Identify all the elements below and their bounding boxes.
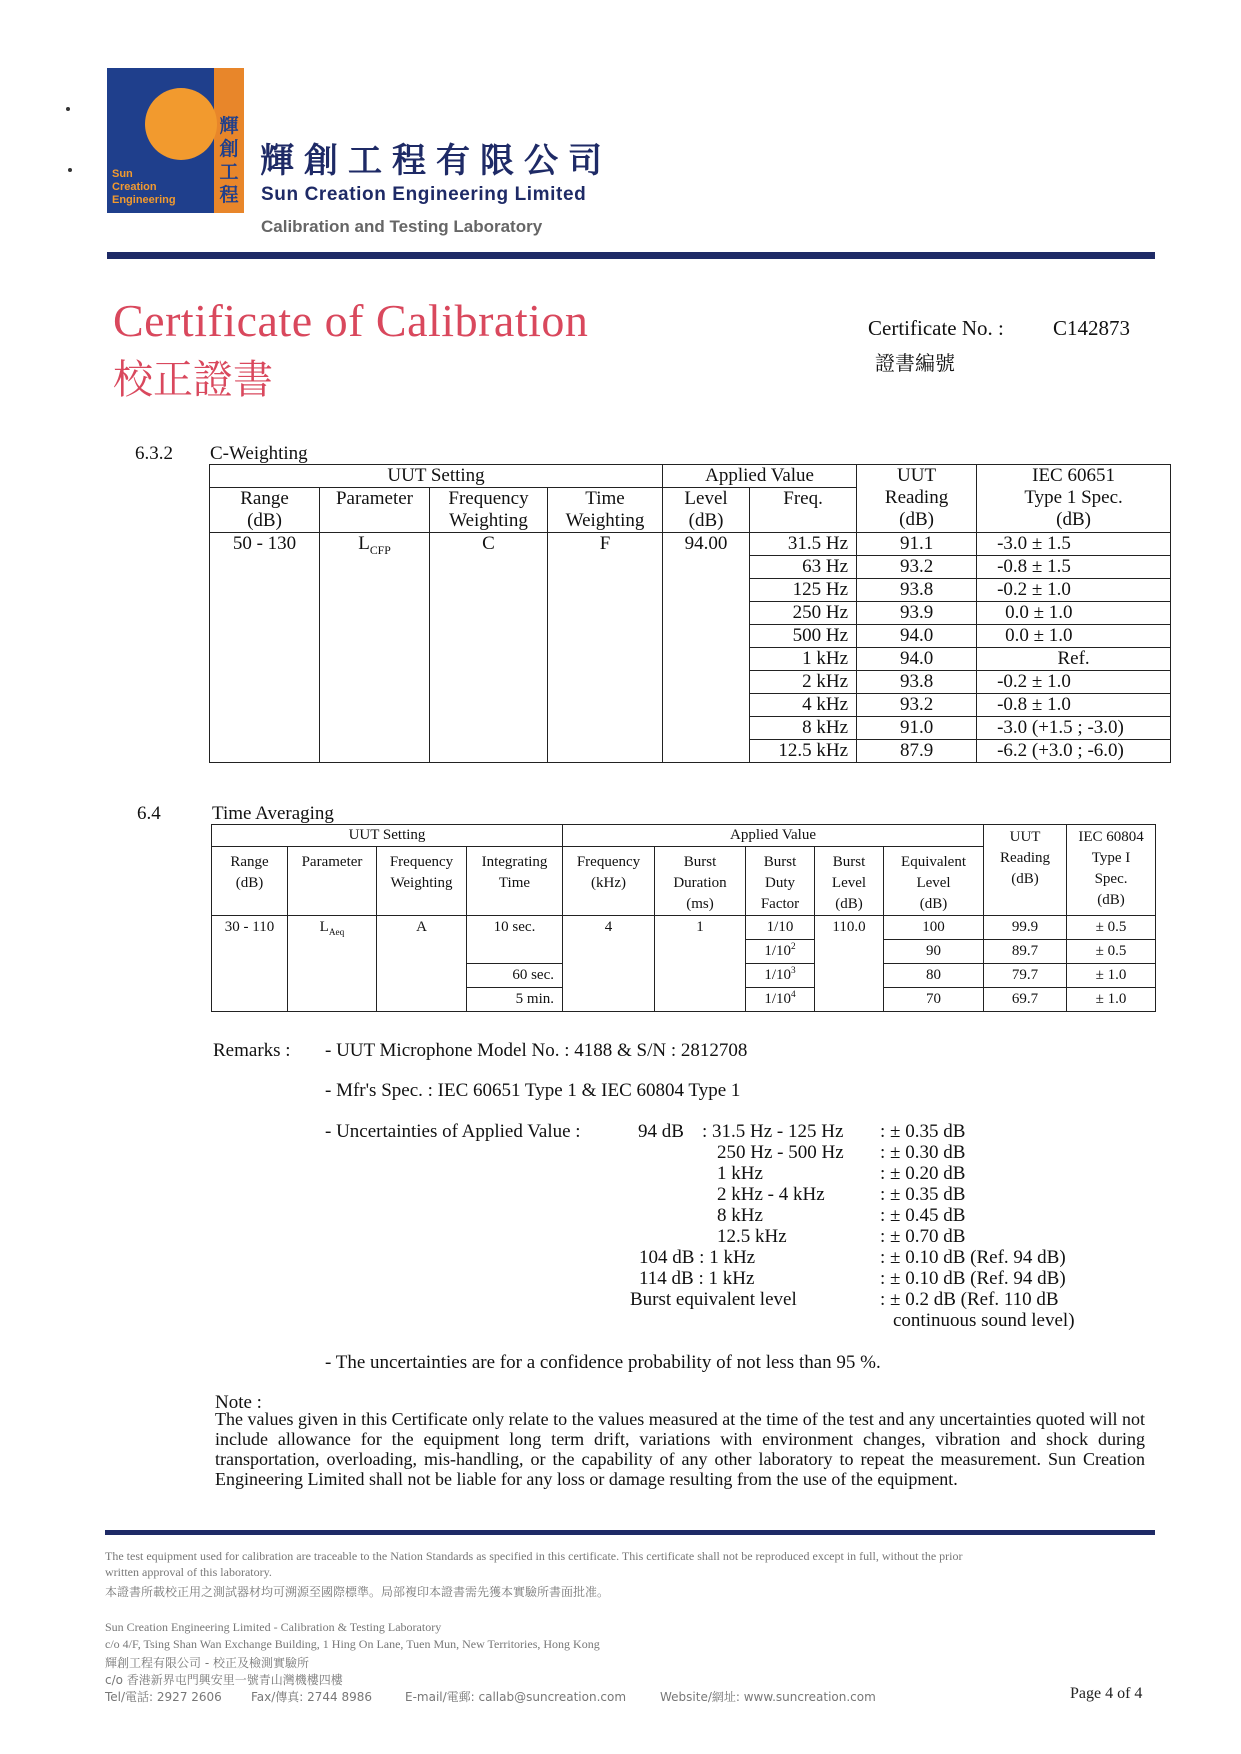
uncert-value: : ± 0.35 dB bbox=[880, 1121, 966, 1142]
spec-cell: -3.0 (+1.5 ; -3.0) bbox=[977, 717, 1171, 740]
footer-address-name-zh: 輝創工程有限公司 - 校正及檢測實驗所 bbox=[105, 1656, 309, 1670]
spec-cell: 0.0 ± 1.0 bbox=[977, 602, 1171, 625]
table-row bbox=[210, 740, 1171, 763]
equivalent-level-cell: 80 bbox=[884, 964, 984, 988]
table-row bbox=[210, 694, 1171, 717]
header-uut-reading: UUT Reading (dB) bbox=[857, 465, 977, 533]
header-freq: Freq. bbox=[750, 488, 857, 533]
duty-factor-cell: $1/10^2$ bbox=[746, 940, 815, 964]
reading-cell: 93.2 bbox=[857, 694, 977, 717]
parameter-value: $L_{CFP}$ bbox=[320, 533, 430, 556]
time-averaging-table bbox=[211, 824, 1156, 1012]
header-time-weighting: Time Weighting bbox=[548, 488, 663, 533]
reading-cell: 87.9 bbox=[857, 740, 977, 763]
certificate-number-label-zh: 證書編號 bbox=[875, 351, 955, 375]
uncert-value: : ± 0.2 dB (Ref. 110 dB bbox=[880, 1289, 1059, 1310]
spec-cell: ± 1.0 bbox=[1067, 964, 1156, 988]
uncert-value: continuous sound level) bbox=[893, 1310, 1075, 1331]
burst-level-value: 110.0 bbox=[815, 916, 884, 940]
header-frequency-weighting: Frequency Weighting bbox=[430, 488, 548, 533]
company-name-en: Sun Creation Engineering Limited bbox=[261, 184, 587, 205]
uncert-range: 250 Hz - 500 Hz bbox=[717, 1142, 844, 1163]
burst-duration-value: 1 bbox=[655, 916, 746, 940]
freq-cell: 1 kHz bbox=[750, 648, 857, 671]
certificate-number-label: Certificate No. : bbox=[868, 316, 1004, 340]
uncert-level: 104 dB : 1 kHz bbox=[639, 1247, 756, 1268]
header-burst-duration: Burst Duration (ms) bbox=[655, 847, 746, 916]
uncert-value: : ± 0.10 dB (Ref. 94 dB) bbox=[880, 1247, 1066, 1268]
range-value: 50 - 130 bbox=[210, 533, 320, 556]
spec-cell: -0.2 ± 1.0 bbox=[977, 671, 1171, 694]
header-applied-value: Applied Value bbox=[663, 465, 857, 488]
table-row bbox=[210, 579, 1171, 602]
remarks-label: Remarks : bbox=[213, 1040, 291, 1061]
table-row bbox=[210, 648, 1171, 671]
c-weighting-table bbox=[209, 464, 1171, 763]
integrating-time-cell: 5 min. bbox=[467, 988, 563, 1012]
equivalent-level-cell: 70 bbox=[884, 988, 984, 1012]
footer-website[interactable]: Website/網址: www.suncreation.com bbox=[660, 1690, 876, 1704]
footer-address-zh: c/o 香港新界屯門興安里一號青山灣機樓四樓 bbox=[105, 1673, 343, 1687]
header-applied-value: Applied Value bbox=[563, 825, 984, 847]
uncert-value: : ± 0.10 dB (Ref. 94 dB) bbox=[880, 1268, 1066, 1289]
reading-cell: 93.8 bbox=[857, 671, 977, 694]
uncert-range: 8 kHz bbox=[717, 1205, 763, 1226]
spec-cell: -3.0 ± 1.5 bbox=[977, 533, 1171, 556]
header-burst-duty-factor: Burst Duty Factor bbox=[746, 847, 815, 916]
table-row bbox=[210, 671, 1171, 694]
footer-address-name: Sun Creation Engineering Limited - Calibration & Testing Laboratory bbox=[105, 1620, 442, 1634]
integrating-time-cell: 10 sec. bbox=[467, 916, 563, 964]
reading-cell: 94.0 bbox=[857, 625, 977, 648]
uncert-value: : ± 0.30 dB bbox=[880, 1142, 966, 1163]
frequency-weighting-value: A bbox=[377, 916, 467, 940]
footer-divider bbox=[105, 1530, 1155, 1535]
freq-cell: 2 kHz bbox=[750, 671, 857, 694]
footer-fax: Fax/傳真: 2744 8986 bbox=[251, 1690, 373, 1704]
duty-factor-cell: $1/10^4$ bbox=[746, 988, 815, 1012]
spec-cell: ± 0.5 bbox=[1067, 916, 1156, 940]
header-uut-setting: UUT Setting bbox=[212, 825, 563, 847]
note-label: Note : bbox=[215, 1392, 262, 1413]
logo-sun-icon bbox=[145, 88, 217, 160]
freq-cell: 63 Hz bbox=[750, 556, 857, 579]
header-range: Range (dB) bbox=[212, 847, 288, 916]
freq-cell: 250 Hz bbox=[750, 602, 857, 625]
uncert-range: 1 kHz bbox=[717, 1163, 763, 1184]
note-text: The values given in this Certificate only relate to the values measured at the time of the test and any uncertainties quoted will not include allowance for the equipment long term drift, variations with environment changes, vibration and shock during transportation, overloading, mis-handling, or the capability of any other laboratory to repeat the measurement. Sun Creation Engineering Limited shall not be liable for any loss or damage resulting from the use of the equipment. bbox=[215, 1409, 1145, 1489]
integrating-time-cell: 60 sec. bbox=[467, 964, 563, 988]
table-row bbox=[212, 940, 1156, 964]
remark-microphone: - UUT Microphone Model No. : 4188 & S/N : 2812708 bbox=[325, 1040, 748, 1061]
lab-name: Calibration and Testing Laboratory bbox=[261, 217, 543, 236]
equivalent-level-cell: 100 bbox=[884, 916, 984, 940]
time-weighting-value: F bbox=[548, 533, 663, 556]
freq-cell: 31.5 Hz bbox=[750, 533, 857, 556]
company-logo bbox=[107, 68, 244, 213]
header-parameter: Parameter bbox=[320, 488, 430, 533]
table-row bbox=[212, 988, 1156, 1012]
freq-cell: 4 kHz bbox=[750, 694, 857, 717]
spec-cell: -0.2 ± 1.0 bbox=[977, 579, 1171, 602]
duty-factor-cell: $1/10^3$ bbox=[746, 964, 815, 988]
remark-uncertainties-label: - Uncertainties of Applied Value : bbox=[325, 1121, 581, 1142]
range-value: 30 - 110 bbox=[212, 916, 288, 940]
uncert-range: 2 kHz - 4 kHz bbox=[717, 1184, 825, 1205]
page-title: Certificate of Calibration bbox=[113, 295, 589, 346]
freq-cell: 125 Hz bbox=[750, 579, 857, 602]
uncert-level: Burst equivalent level bbox=[630, 1289, 797, 1310]
spec-cell: ± 1.0 bbox=[1067, 988, 1156, 1012]
header-range: Range (dB) bbox=[210, 488, 320, 533]
freq-cell: 8 kHz bbox=[750, 717, 857, 740]
frequency-value: 4 bbox=[563, 916, 655, 940]
spec-cell: -0.8 ± 1.0 bbox=[977, 694, 1171, 717]
reading-cell: 79.7 bbox=[984, 964, 1067, 988]
page-number: Page 4 of 4 bbox=[1070, 1685, 1143, 1702]
spec-cell: 0.0 ± 1.0 bbox=[977, 625, 1171, 648]
header-divider bbox=[107, 252, 1155, 259]
section-number: 6.4 bbox=[137, 803, 161, 824]
spec-cell: ± 0.5 bbox=[1067, 940, 1156, 964]
uncert-value: : ± 0.20 dB bbox=[880, 1163, 966, 1184]
freq-cell: 500 Hz bbox=[750, 625, 857, 648]
section-title: C-Weighting bbox=[210, 443, 308, 464]
header-frequency-weighting: Frequency Weighting bbox=[377, 847, 467, 916]
table-row bbox=[210, 602, 1171, 625]
reading-cell: 93.9 bbox=[857, 602, 977, 625]
uncert-level: 94 dB bbox=[638, 1121, 684, 1142]
header-uut-reading: UUT Reading (dB) bbox=[984, 825, 1067, 916]
freq-cell: 12.5 kHz bbox=[750, 740, 857, 763]
reading-cell: 99.9 bbox=[984, 916, 1067, 940]
remark-mfr-spec: - Mfr's Spec. : IEC 60651 Type 1 & IEC 60804 Type 1 bbox=[325, 1080, 741, 1101]
spec-cell: Ref. bbox=[977, 648, 1171, 671]
uncert-value: : ± 0.35 dB bbox=[880, 1184, 966, 1205]
header-uut-setting: UUT Setting bbox=[210, 465, 663, 488]
table-row bbox=[210, 533, 1171, 556]
section-title: Time Averaging bbox=[212, 803, 334, 824]
reading-cell: 89.7 bbox=[984, 940, 1067, 964]
reading-cell: 93.2 bbox=[857, 556, 977, 579]
footer-traceability-zh: 本證書所載校正用之測試器材均可溯源至國際標準。局部複印本證書需先獲本實驗所書面批准。 bbox=[105, 1585, 610, 1599]
logo-english-text: Sun Creation Engineering bbox=[112, 168, 176, 206]
equivalent-level-cell: 90 bbox=[884, 940, 984, 964]
margin-dot bbox=[66, 107, 70, 111]
footer-traceability: The test equipment used for calibration are traceable to the Nation Standards as specified in this certificate. This certificate shall not be reproduced except in full, without the prior bbox=[105, 1549, 963, 1563]
table-row bbox=[210, 625, 1171, 648]
uncert-range: 12.5 kHz bbox=[717, 1226, 787, 1247]
header-parameter: Parameter bbox=[288, 847, 377, 916]
remark-confidence: - The uncertainties are for a confidence probability of not less than 95 %. bbox=[325, 1352, 881, 1373]
reading-cell: 91.0 bbox=[857, 717, 977, 740]
header-frequency: Frequency (kHz) bbox=[563, 847, 655, 916]
table-row bbox=[212, 964, 1156, 988]
section-number: 6.3.2 bbox=[135, 443, 173, 464]
header-level: Level (dB) bbox=[663, 488, 750, 533]
footer-email[interactable]: E-mail/電郵: callab@suncreation.com bbox=[405, 1690, 627, 1704]
header-burst-level: Burst Level (dB) bbox=[815, 847, 884, 916]
uncert-level: 114 dB : 1 kHz bbox=[639, 1268, 755, 1289]
margin-dot bbox=[68, 168, 72, 172]
spec-cell: -0.8 ± 1.5 bbox=[977, 556, 1171, 579]
duty-factor-cell: 1/10 bbox=[746, 916, 815, 940]
uncert-range: : 31.5 Hz - 125 Hz bbox=[702, 1121, 844, 1142]
page-title-zh: 校正證書 bbox=[113, 357, 273, 403]
table-row bbox=[210, 717, 1171, 740]
table-row bbox=[212, 916, 1156, 940]
parameter-value: $L_{Aeq}$ bbox=[288, 916, 377, 940]
header-integrating-time: Integrating Time bbox=[467, 847, 563, 916]
header-iec-spec: IEC 60651 Type 1 Spec. (dB) bbox=[977, 465, 1171, 533]
reading-cell: 91.1 bbox=[857, 533, 977, 556]
footer-traceability-2: written approval of this laboratory. bbox=[105, 1565, 272, 1579]
level-value: 94.00 bbox=[663, 533, 750, 556]
spec-cell: -6.2 (+3.0 ; -6.0) bbox=[977, 740, 1171, 763]
reading-cell: 93.8 bbox=[857, 579, 977, 602]
company-name-zh: 輝創工程有限公司 bbox=[260, 141, 612, 181]
reading-cell: 94.0 bbox=[857, 648, 977, 671]
header-iec-spec: IEC 60804 Type I Spec. (dB) bbox=[1067, 825, 1156, 916]
uncert-value: : ± 0.70 dB bbox=[880, 1226, 966, 1247]
logo-chinese-chars: 輝 創 工 程 bbox=[219, 115, 239, 206]
footer-address: c/o 4/F, Tsing Shan Wan Exchange Building, 1 Hing On Lane, Tuen Mun, New Territories, Hong Kong bbox=[105, 1637, 600, 1651]
table-row bbox=[210, 556, 1171, 579]
certificate-number: C142873 bbox=[1053, 316, 1131, 340]
frequency-weighting-value: C bbox=[430, 533, 548, 556]
uncert-value: : ± 0.45 dB bbox=[880, 1205, 966, 1226]
header-equivalent-level: Equivalent Level (dB) bbox=[884, 847, 984, 916]
footer-tel: Tel/電話: 2927 2606 bbox=[105, 1690, 222, 1704]
reading-cell: 69.7 bbox=[984, 988, 1067, 1012]
